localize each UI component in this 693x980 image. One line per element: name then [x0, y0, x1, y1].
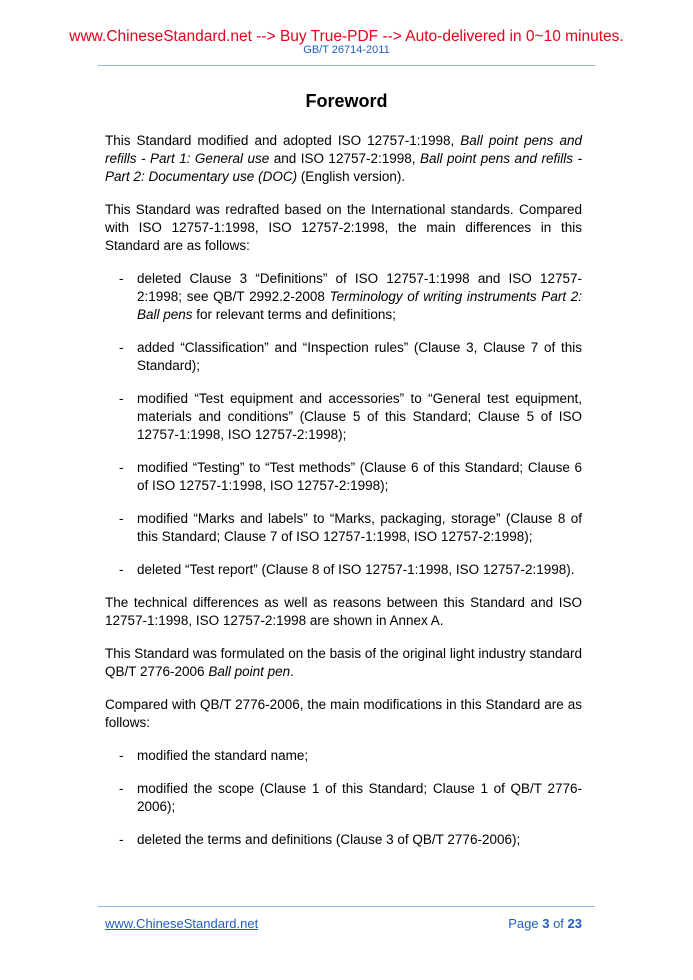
text: (English version).	[297, 169, 406, 184]
text: deleted “Test report” (Clause 8 of ISO 12757-1:1998, ISO 12757-2:1998).	[137, 562, 575, 577]
list-dash: -	[119, 460, 124, 475]
page-total: 23	[567, 916, 582, 931]
standard-title: Ball point pens and refills - Part 2: Documentary use (DOC)	[105, 151, 582, 184]
list-item	[105, 339, 582, 375]
paragraph-modifications: Compared with QB/T 2776-2006, the main modifications in this Standard are as follows:	[105, 697, 582, 730]
list-dash: -	[119, 748, 124, 763]
list-dash: -	[119, 340, 124, 355]
list-item	[105, 780, 582, 816]
list-dash: -	[119, 511, 124, 526]
paragraph-basis	[105, 645, 582, 681]
footer-site-link[interactable]: www.ChineseStandard.net	[105, 916, 259, 931]
text: modified “Testing” to “Test methods” (Clause 6 of this Standard; Clause 6 of ISO 12757-1:1998, ISO 12757-2:1998);	[137, 460, 582, 493]
modifications-list	[105, 747, 582, 849]
promo-banner[interactable]: www.ChineseStandard.net --> Buy True-PDF --> Auto-delivered in 0~10 minutes.	[69, 28, 624, 45]
header-divider	[98, 65, 595, 66]
list-dash: -	[119, 271, 124, 286]
list-item	[105, 561, 582, 579]
text: modified the scope (Clause 1 of this Standard; Clause 1 of QB/T 2776-2006);	[137, 781, 582, 814]
list-item	[105, 747, 582, 765]
list-item	[105, 390, 582, 444]
text: deleted the terms and definitions (Clause 3 of QB/T 2776-2006);	[137, 832, 521, 847]
foreword-body	[105, 132, 582, 864]
text: modified the standard name;	[137, 748, 309, 763]
differences-list	[105, 270, 582, 579]
list-dash: -	[119, 391, 124, 406]
list-item	[105, 459, 582, 495]
list-item	[105, 510, 582, 546]
text: modified “Marks and labels” to “Marks, packaging, storage” (Clause 8 of this Standard; Clause 7 of ISO 12757-1:1998, ISO 12757-2:1998);	[137, 511, 582, 544]
standard-title: Ball point pen	[208, 664, 291, 679]
list-dash: -	[119, 781, 124, 796]
text: added “Classification” and “Inspection rules” (Clause 3, Clause 7 of this Standard);	[137, 340, 582, 373]
page-title: Foreword	[305, 91, 388, 111]
list-dash: -	[119, 562, 124, 577]
page-label: Page	[508, 916, 543, 931]
paragraph-differences: This Standard was redrafted based on the International standards. Compared with ISO 12757-1:1998, ISO 12757-2:1998, the main differences in this Standard are as follows:	[105, 202, 582, 253]
page-current: 3	[542, 916, 550, 931]
footer-divider	[98, 906, 595, 907]
list-item	[105, 831, 582, 849]
paragraph-annex: The technical differences as well as reasons between this Standard and ISO 12757-1:1998, ISO 12757-2:1998 are shown in Annex A.	[105, 595, 582, 628]
list-item	[105, 270, 582, 324]
list-dash: -	[119, 832, 124, 847]
text: .	[290, 664, 294, 679]
standard-title: Terminology of writing instruments Part 2: Ball pens	[137, 289, 582, 322]
text: This Standard was formulated on the basis of the original light industry standard QB/T 2776-2006	[105, 646, 582, 679]
standard-title: Ball point pens and refills - Part 1: General use	[105, 133, 582, 166]
page-separator: of	[549, 916, 568, 931]
page-number	[508, 916, 582, 932]
document-number: GB/T 26714-2011	[303, 44, 390, 56]
text: modified “Test equipment and accessories” to “General test equipment, materials and conditions” (Clause 5 of this Standard; Clause 5 of ISO 12757-1:1998, ISO 12757-2:1998);	[137, 391, 582, 442]
text: for relevant terms and definitions;	[192, 307, 396, 322]
text: and ISO 12757-2:1998,	[269, 151, 420, 166]
text: This Standard modified and adopted ISO 12757-1:1998,	[105, 133, 461, 148]
text: deleted Clause 3 “Definitions” of ISO 12757-1:1998 and ISO 12757-2:1998; see QB/T 2992.2-2008	[137, 271, 582, 304]
paragraph-adoption	[105, 132, 582, 186]
